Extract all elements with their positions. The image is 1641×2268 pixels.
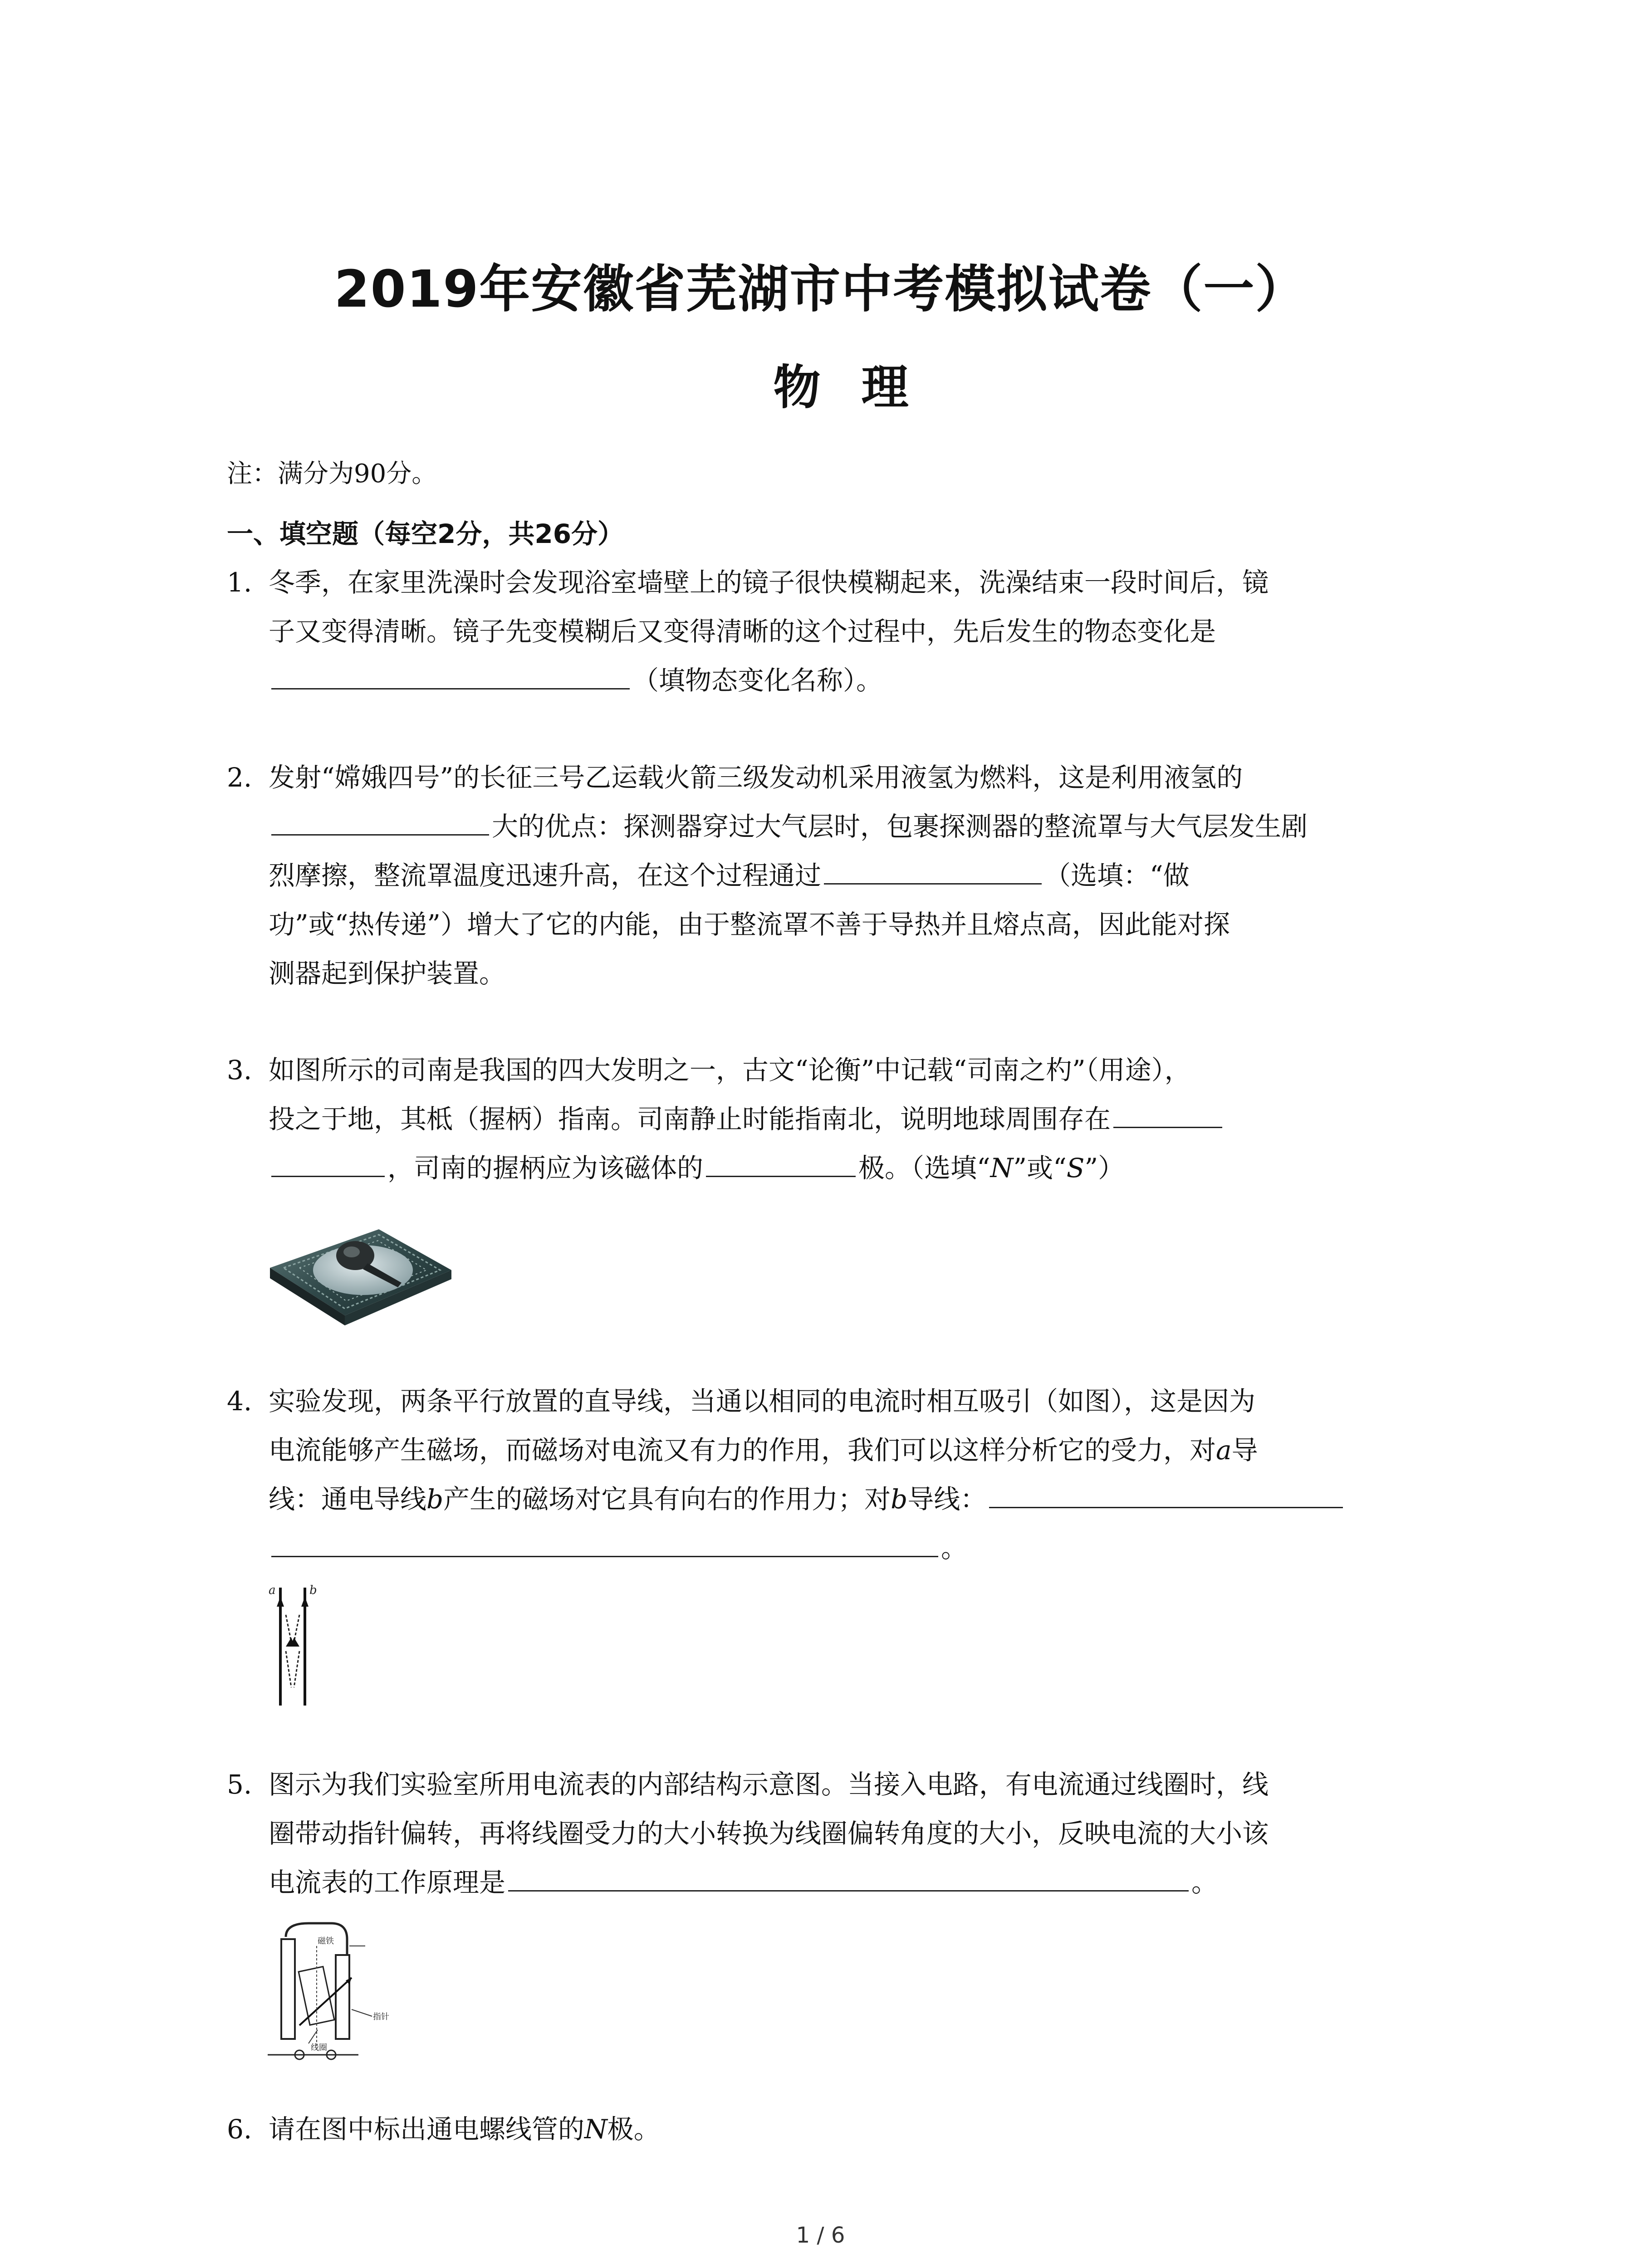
magnet-left-pole: [281, 1939, 295, 2039]
variable-b: b: [891, 1484, 908, 1515]
question-1: [227, 558, 1456, 705]
question-text-line: 线：通电导线b产生的磁场对它具有向右的作用力；对b导线：: [269, 1475, 1456, 1524]
question-text-line: 投之于地，其柢（握柄）指南。司南静止时能指南北，说明地球周围存在: [269, 1095, 1456, 1144]
magnet-label: 磁铁: [318, 1936, 334, 1946]
question-text-line: （填物态变化名称）。: [269, 656, 1456, 705]
question-text-line: 烈摩擦，整流罩温度迅速升高，在这个过程通过 （选填：“做: [269, 851, 1456, 900]
needle-label: 指针: [373, 2012, 389, 2022]
question-text-line: 电流能够产生磁场，而磁场对电流又有力的作用，我们可以这样分析它的受力，对a导: [269, 1435, 1258, 1466]
question-5: [227, 1760, 1456, 1907]
question-text-line: 测器起到保护装置。: [269, 958, 506, 989]
question-number: 2.: [227, 762, 252, 793]
needle: [299, 1978, 352, 2025]
question-text-line: 请在图中标出通电螺线管的N极。: [269, 2114, 660, 2145]
answer-blank[interactable]: [989, 1479, 1343, 1508]
question-text-line: 大的优点：探测器穿过大气层时，包裹探测器的整流罩与大气层发生剧: [269, 802, 1456, 851]
question-text-line: 。: [269, 1524, 1456, 1573]
variable-n: N: [990, 1153, 1014, 1183]
subject-title: 物理: [773, 360, 950, 415]
wire-a-label: a: [269, 1584, 276, 1597]
question-text-line: ，司南的握柄应为该磁体的 极。（选填“N”或“S”）: [269, 1144, 1456, 1193]
variable-a: a: [1216, 1435, 1232, 1466]
question-text-line: 冬季，在家里洗澡时会发现浴室墙壁上的镜子很快模糊起来，洗澡结束一段时间后，镜: [269, 567, 1269, 598]
question-text-line: 圈带动指针偏转，再将线圈受力的大小转换为线圈偏转角度的大小，反映电流的大小该: [269, 1818, 1269, 1849]
answer-blank[interactable]: [271, 660, 630, 689]
question-6: [227, 2105, 1456, 2154]
ammeter-structure-figure: [268, 1919, 413, 2068]
answer-blank[interactable]: [271, 1528, 938, 1557]
question-number: 1.: [227, 567, 252, 598]
question-text-line: 发射“嫦娥四号”的长征三号乙运载火箭三级发动机采用液氢为燃料，这是利用液氢的: [269, 762, 1243, 793]
wire-b-label: b: [309, 1584, 317, 1597]
question-number: 5.: [227, 1769, 252, 1800]
answer-blank[interactable]: [1113, 1099, 1222, 1128]
answer-blank[interactable]: [706, 1148, 856, 1177]
question-text-line: 功”或“热传递”）增大了它的内能，由于整流罩不善于导热并且熔点高，因此能对探: [269, 909, 1230, 940]
question-text-line: 实验发现，两条平行放置的直导线，当通以相同的电流时相互吸引（如图），这是因为: [269, 1386, 1256, 1417]
answer-blank[interactable]: [271, 1148, 385, 1177]
parallel-wires-figure: [268, 1579, 322, 1710]
sinan-compass-figure: [265, 1207, 456, 1338]
question-2: [227, 753, 1456, 998]
page-number: 1 / 6: [796, 2223, 845, 2248]
variable-n: N: [584, 2114, 607, 2145]
coil-label: 线圈: [311, 2043, 327, 2053]
question-text-line: 电流表的工作原理是 。: [269, 1858, 1456, 1907]
question-text-line: 子又变得清晰。镜子先变模糊后又变得清晰的这个过程中，先后发生的物态变化是: [269, 616, 1216, 647]
exam-title: 2019年安徽省芜湖市中考模拟试卷（一）: [334, 260, 1307, 319]
current-arrow-icon: [277, 1597, 284, 1607]
answer-blank[interactable]: [271, 806, 489, 836]
question-number: 3.: [227, 1055, 252, 1085]
question-number: 6.: [227, 2114, 252, 2145]
question-text-line: 如图所示的司南是我国的四大发明之一，古文“论衡”中记载“司南之杓”（用途），: [269, 1055, 1191, 1085]
current-arrow-icon: [301, 1597, 309, 1607]
magnet-right-pole: [336, 1955, 349, 2039]
answer-blank[interactable]: [824, 855, 1042, 885]
variable-b: b: [426, 1484, 444, 1515]
question-text-line: 图示为我们实验室所用电流表的内部结构示意图。当接入电路，有电流通过线圈时，线: [269, 1769, 1269, 1800]
question-number: 4.: [227, 1386, 252, 1417]
variable-s: S: [1066, 1153, 1085, 1183]
section-heading: 一、填空题（每空2分，共26分）: [227, 518, 624, 549]
question-3: [227, 1046, 1456, 1193]
answer-blank[interactable]: [508, 1862, 1189, 1892]
score-note: 注：满分为90分。: [227, 459, 437, 489]
question-4: [227, 1377, 1456, 1573]
